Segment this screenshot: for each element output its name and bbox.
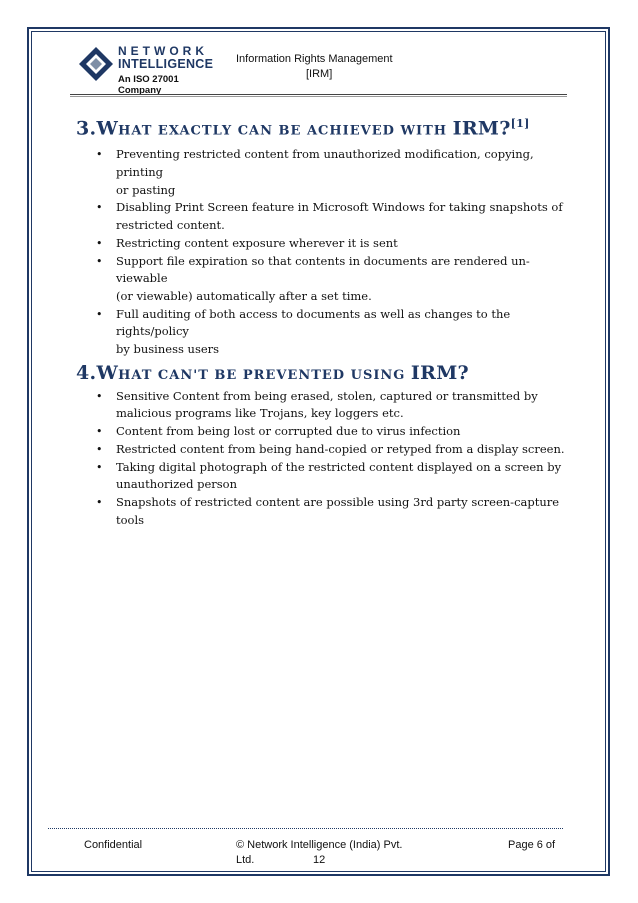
- header-title-line2: [IRM]: [306, 68, 333, 80]
- section-4-number: 4.: [76, 361, 97, 384]
- footer-page-number: Page 6 of: [508, 839, 556, 851]
- bullet-icon: •: [96, 442, 103, 456]
- header-title: [236, 52, 408, 82]
- list-item-text: Full auditing of both access to documents as well as changes to the rights/policy: [116, 306, 511, 339]
- list-item-text: or pasting: [116, 182, 176, 197]
- section-4-title-irm: IRM?: [410, 361, 469, 384]
- bullet-icon: •: [96, 425, 103, 439]
- header-title-line1: Information Rights Management: [236, 53, 393, 65]
- list-item-text: (or viewable) automatically after a set time.: [116, 288, 372, 303]
- section-3-citation: [1]: [510, 117, 530, 130]
- list-item-text: Sensitive Content from being erased, stolen, captured or transmitted by: [116, 388, 538, 403]
- list-item: [76, 459, 566, 494]
- logo-line-network: NETWORK: [118, 44, 208, 58]
- list-item-text: restricted content.: [116, 218, 225, 233]
- list-item: [76, 423, 566, 441]
- logo-line-intelligence: INTELLIGENCE: [118, 57, 214, 71]
- bullet-icon: •: [96, 460, 103, 474]
- section-3-number: 3.: [76, 117, 97, 140]
- list-item-text: Content from being lost or corrupted due to virus infection: [116, 424, 461, 439]
- list-item: [76, 494, 566, 529]
- section-3-cap: W: [96, 117, 119, 140]
- list-item-text: by business users: [116, 342, 220, 357]
- bullet-icon: •: [96, 201, 103, 215]
- bullet-icon: •: [96, 389, 103, 403]
- list-item-text: Restricted content from being hand-copied or retyped from a display screen.: [116, 441, 565, 456]
- bullet-icon: •: [96, 148, 103, 162]
- list-item: [76, 253, 566, 306]
- list-item: [76, 441, 566, 459]
- bullet-icon: •: [96, 495, 103, 509]
- list-item: [76, 388, 566, 423]
- header-rule-thin: [70, 96, 567, 97]
- section-4-cap: W: [96, 361, 119, 384]
- section-3-heading: [76, 112, 566, 143]
- list-item: [76, 146, 566, 199]
- company-logo: [78, 44, 218, 94]
- list-item-text: unauthorized person: [116, 477, 237, 492]
- section-4-heading: [76, 361, 566, 388]
- bullet-icon: •: [96, 254, 103, 268]
- header-rule: [70, 94, 567, 95]
- footer-confidential: Confidential: [84, 839, 143, 851]
- list-item-text: malicious programs like Trojans, key loggers etc.: [116, 406, 404, 421]
- logo-line-iso: An ISO 27001 Company: [118, 74, 179, 96]
- list-item: [76, 235, 566, 253]
- list-item-text: Preventing restricted content from unauthorized modification, copying, printing: [116, 147, 534, 180]
- list-item: [76, 199, 566, 234]
- logo-diamond-icon: [78, 46, 114, 82]
- page-content: [76, 112, 566, 529]
- list-item-text: Support file expiration so that contents in documents are rendered un-viewable: [116, 253, 530, 286]
- section-3-title-irm: IRM?: [452, 117, 511, 140]
- list-item-text: Snapshots of restricted content are possible using 3rd party screen-capture tools: [116, 494, 560, 527]
- footer-page-total: 12: [313, 854, 326, 866]
- bullet-icon: •: [96, 307, 103, 321]
- footer-rule: [48, 828, 563, 829]
- list-item: [76, 306, 566, 359]
- list-item-text: Taking digital photograph of the restricted content displayed on a screen by: [116, 459, 562, 474]
- footer-copyright: © Network Intelligence (India) Pvt. Ltd.: [236, 839, 403, 866]
- section-4-title: HAT CAN'T BE PREVENTED USING: [118, 367, 411, 383]
- bullet-icon: •: [96, 236, 103, 250]
- list-item-text: Restricting content exposure wherever it is sent: [116, 235, 398, 250]
- list-item-text: Disabling Print Screen feature in Microsoft Windows for taking snapshots of: [116, 200, 563, 215]
- section-3-list: [76, 146, 566, 358]
- section-4-list: [76, 388, 566, 530]
- section-3-title: HAT EXACTLY CAN BE ACHIEVED WITH: [118, 123, 453, 139]
